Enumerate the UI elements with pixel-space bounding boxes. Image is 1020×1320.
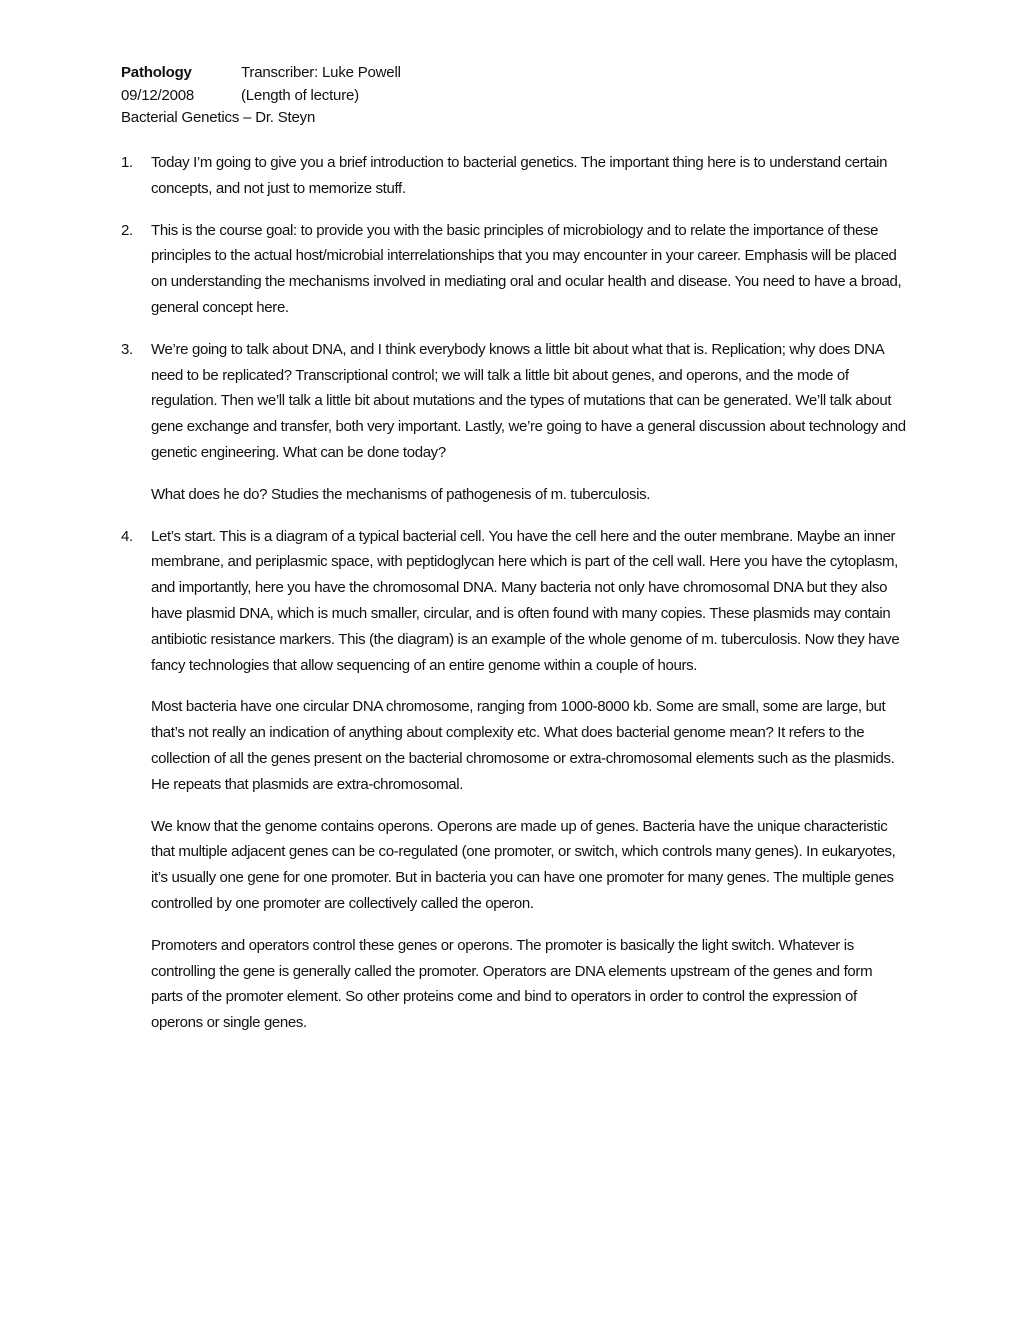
paragraph: Promoters and operators control these genes or operons. The promoter is basically the light switch. Whatever is controlling the gene is generally called the promoter. Operators are DNA elements upstream of the genes and form parts of the promoter element. So other proteins come and bind to operators in order to control the expression of operons or single genes. — [151, 936, 873, 1032]
list-item-3 — [121, 337, 906, 508]
document-body — [121, 150, 906, 1052]
item-number: 1. — [121, 154, 133, 171]
paragraph: This is the course goal: to provide you with the basic principles of microbiology and to relate the importance of these principles to the actual host/microbial interrelationships that you may encounter in your career. Emphasis will be placed on understanding the mechanisms involved in mediating oral and ocular health and disease. You need to have a broad, general concept here. — [151, 221, 902, 316]
header-row-2 — [121, 85, 401, 108]
lecture-title: Bacterial Genetics – Dr. Steyn — [121, 109, 316, 126]
item-content — [151, 337, 906, 508]
paragraph: Most bacteria have one circular DNA chromosome, ranging from 1000-8000 kb. Some are small, some are large, but that’s not really an indication of anything about complexity etc. What does bacterial genome mean? It refers to the collection of all the genes present on the bacterial chromosome or extra-chromosomal elements such as the plasmids. He repeats that plasmids are extra-chromosomal. — [151, 698, 895, 793]
item-number: 3. — [121, 340, 133, 358]
header-row-1 — [121, 62, 401, 85]
lecture-length: (Length of lecture) — [241, 86, 359, 104]
item-content — [151, 150, 906, 202]
list-item-2 — [121, 218, 906, 321]
list-item-1 — [121, 150, 906, 202]
transcriber: Transcriber: Luke Powell — [241, 64, 401, 81]
paragraph: What does he do? Studies the mechanisms of pathogenesis of m. tuberculosis. — [151, 485, 651, 503]
paragraph: Let’s start. This is a diagram of a typical bacterial cell. You have the cell here and the outer membrane. Maybe an inner membrane, and periplasmic space, with peptidoglycan here which is part of the cell wall. Here you have the cytoplasm, and importantly, here you have the chromosomal DNA. Many bacteria not only have chromosomal DNA but they also have plasmid DNA, which is much smaller, circular, and is often found with many copies. These plasmids may contain antibiotic resistance markers. This (the diagram) is an example of the whole genome of m. tuberculosis. Now they have fancy technologies that allow sequencing of an entire genome within a couple of hours. — [151, 527, 900, 674]
item-content — [151, 218, 906, 321]
paragraph: We know that the genome contains operons. Operons are made up of genes. Bacteria have the unique characteristic that multiple adjacent genes can be co-regulated (one promoter, or switch, which controls many genes). In eukaryotes, it’s usually one gene for one promoter. But in bacteria you can have one promoter for many genes. The multiple genes controlled by one promoter are collectively called the operon. — [151, 817, 896, 912]
header-row-3 — [121, 107, 401, 130]
lecture-date: 09/12/2008 — [121, 86, 195, 104]
item-content — [151, 524, 906, 1036]
item-number: 4. — [121, 527, 133, 545]
paragraph: Today I’m going to give you a brief introduction to bacterial genetics. The important thing here is to understand certain concepts, and not just to memorize stuff. — [151, 154, 888, 197]
paragraph: We’re going to talk about DNA, and I think everybody knows a little bit about what that is. Replication; why does DNA need to be replicated? Transcriptional control; we will talk a little bit about genes, and operons, and the mode of regulation. Then we’ll talk a little bit about mutations and the types of mutations that can be generated. We’ll talk about gene exchange and transfer, both very important. Lastly, we’re going to have a general discussion about technology and genetic engineering. What can be done today? — [151, 340, 906, 461]
course-name: Pathology — [121, 64, 192, 81]
list-item-4 — [121, 524, 906, 1036]
item-number: 2. — [121, 221, 133, 239]
document-header — [121, 62, 401, 130]
